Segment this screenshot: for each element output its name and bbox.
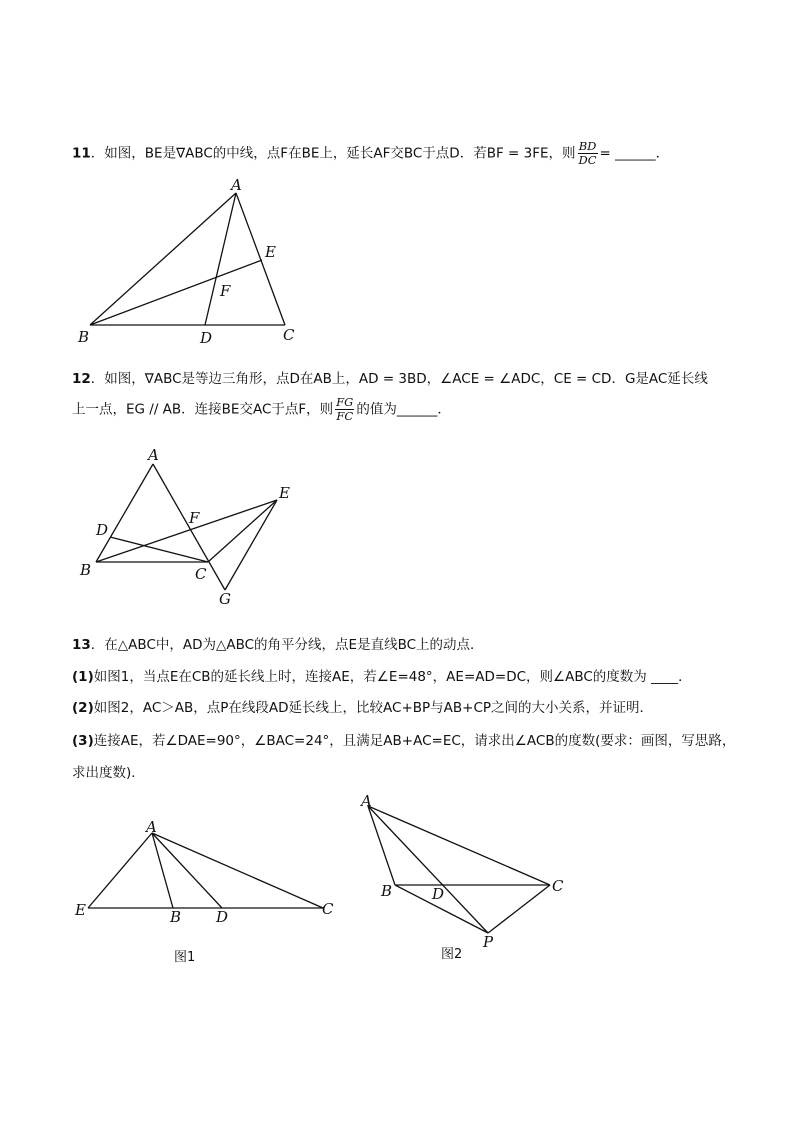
q12-stem-1: ．如图，∇ABC是等边三角形，点D在AB上，AD = 3BD，∠ACE = ∠ADC，CE = CD．G是AC延长线 (90, 371, 708, 387)
q12-label-b: B (80, 561, 92, 579)
q13-stem: ．在△ABC中，AD为△ABC的角平分线，点E是直线BC上的动点． (90, 637, 484, 653)
q13-fig1-label-b: B (170, 908, 182, 926)
q13-number: 13 (72, 637, 91, 653)
q13-fig2-seg-ab (368, 806, 395, 885)
q13-part3-text-1: 连接AE，若∠DAE=90°，∠BAC=24°，且满足AB+AC=EC，请求出∠ACB的度数(要求：画图，写思路， (93, 733, 736, 749)
q12-label-f: F (189, 509, 200, 527)
q12-frac-num: FG (336, 395, 354, 409)
q13-fig1-caption: 图1 (174, 950, 196, 965)
q13-fig2-seg-ap (368, 806, 488, 933)
q13-fig2-lines (368, 806, 550, 933)
q13-part1-text: 如图1，当点E在CB的延长线上时，连接AE，若∠E=48°，AE=AD=DC，则∠ABC的度数为 ____． (93, 669, 692, 685)
q13-part3-tag: (3) (72, 733, 94, 749)
q13-fig2-caption: 图2 (441, 947, 463, 962)
q13-fig1-label-e: E (75, 901, 86, 919)
q11-label-a: A (231, 176, 242, 194)
q13-fig2-label-c: C (552, 877, 564, 895)
q11-label-b: B (78, 328, 90, 346)
q13-fig2-seg-cp (488, 885, 550, 933)
q11-label-d: D (200, 329, 213, 347)
q12-label-e: E (279, 484, 290, 502)
q13-part3-text-2: 求出度数)． (72, 765, 145, 781)
q11-label-c: C (283, 326, 295, 344)
q11-stem: ．如图，BE是∇ABC的中线，点F在BE上，延长AF交BC于点D．若BF = 3FE，则 (90, 145, 576, 162)
q11-label-e: E (265, 243, 276, 261)
q11-frac-den: DC (578, 153, 597, 167)
q12-label-g: G (219, 590, 231, 608)
q13-part1-tag: (1) (72, 669, 94, 685)
q13-part2-text: 如图2，AC＞AB，点P在线段AD延长线上，比较AC+BP与AB+CP之间的大小关系，并证明． (93, 700, 654, 716)
q12-label-d: D (96, 521, 109, 539)
q13-fig2-label-p: P (483, 933, 494, 951)
q12-stem-2: 上一点，EG // AB．连接BE交AC于点F，则 (72, 401, 334, 418)
q13-fig1-label-d: D (216, 908, 229, 926)
q12-frac-den: FC (336, 409, 354, 423)
q13-fig1-label-c: C (322, 900, 334, 918)
q13-fig2-label-d: D (432, 885, 445, 903)
q12-label-c: C (195, 565, 207, 583)
q13-fig2-label-b: B (381, 882, 393, 900)
q13-fig2-label-a: A (361, 792, 372, 810)
q11-frac-num: BD (578, 139, 597, 153)
q13-part2-tag: (2) (72, 700, 94, 716)
q11-label-f: F (220, 282, 231, 300)
q12-stem-3: 的值为______． (356, 401, 451, 418)
q11-number: 11 (72, 145, 91, 162)
q11-tail: = ______． (599, 145, 670, 162)
q13-fig1-label-a: A (146, 818, 157, 836)
q12-label-a: A (148, 446, 159, 464)
q12-number: 12 (72, 371, 91, 387)
q13-fig2-seg-ac (368, 806, 550, 885)
